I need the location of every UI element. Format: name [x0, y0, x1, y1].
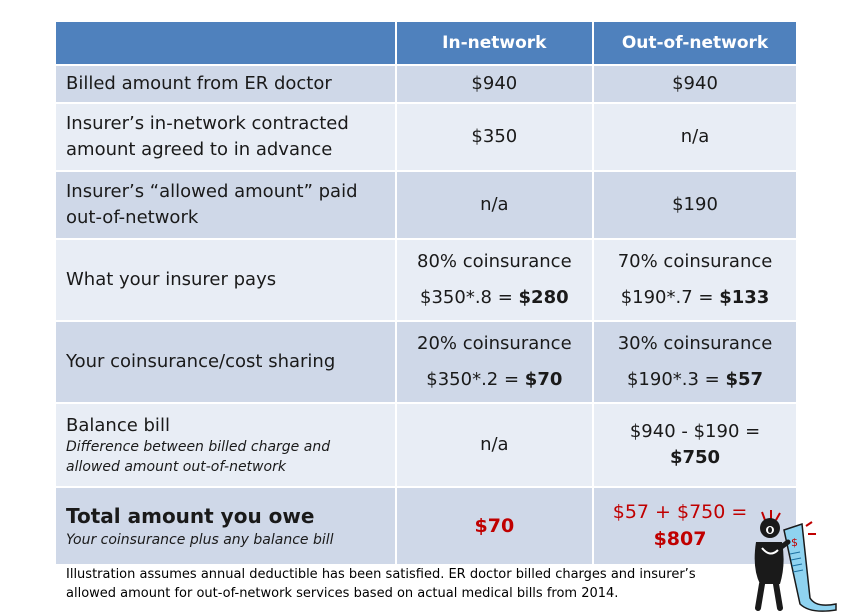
- row-contracted-amount: [55, 103, 797, 171]
- row-label: Billed amount from ER doctor: [55, 65, 396, 103]
- cost-comparison-table: [54, 20, 798, 566]
- coinsurance-rate: 70% coinsurance: [617, 251, 773, 273]
- calculation-result: $750: [669, 447, 721, 468]
- row-insurer-pays: [55, 239, 797, 321]
- coinsurance-rate: 30% coinsurance: [617, 333, 773, 355]
- row-label: Insurer’s “allowed amount” paid out-of-network: [55, 171, 396, 239]
- total-out-of-network: $807: [653, 528, 707, 550]
- out-of-network-value: $940: [593, 65, 797, 103]
- header-in-network: In-network: [396, 21, 593, 65]
- shocked-person-with-long-bill-icon: [740, 508, 840, 614]
- row-subtitle: Your coinsurance plus any balance bill: [66, 531, 334, 548]
- row-balance-bill: [55, 403, 797, 487]
- bill-dollar-sign: $: [791, 536, 798, 549]
- out-of-network-value: [593, 321, 797, 403]
- row-billed-amount: [55, 65, 797, 103]
- row-total-owed: [55, 487, 797, 565]
- coinsurance-rate: 20% coinsurance: [417, 333, 572, 355]
- header-blank: [55, 21, 396, 65]
- in-network-value: [396, 487, 593, 565]
- calculation: $190*.3 = $57: [626, 369, 764, 390]
- row-label: Your coinsurance/cost sharing: [55, 321, 396, 403]
- row-label: What your insurer pays: [55, 239, 396, 321]
- in-network-value: $940: [396, 65, 593, 103]
- row-allowed-amount: [55, 171, 797, 239]
- calculation-result: $70: [524, 369, 563, 390]
- in-network-value: n/a: [396, 403, 593, 487]
- coinsurance-rate: 80% coinsurance: [417, 251, 572, 273]
- in-network-value: n/a: [396, 171, 593, 239]
- out-of-network-value: $940 - $190 = $750: [593, 403, 797, 487]
- calculation: $350*.8 = $280: [420, 287, 569, 308]
- footnote: Illustration assumes annual deductible has been satisfied. ER doctor billed charges and insurer’s allowed amount for out-of-network services based on actual medical bills from 2014.: [66, 567, 696, 601]
- in-network-value: [396, 239, 593, 321]
- calculation-result: $280: [518, 287, 569, 308]
- header-out-of-network: Out-of-network: [593, 21, 797, 65]
- out-of-network-value: [593, 239, 797, 321]
- total-out-calc: $57 + $750 =: [612, 501, 748, 524]
- header-row: [55, 21, 797, 65]
- calculation-result: $133: [719, 287, 770, 308]
- calculation-result: $57: [725, 369, 764, 390]
- calculation: $190*.7 = $133: [620, 287, 770, 308]
- in-network-value: [396, 321, 593, 403]
- out-of-network-value: $190: [593, 171, 797, 239]
- row-label: Insurer’s in-network contracted amount agreed to in advance: [55, 103, 396, 171]
- row-subtitle: Difference between billed charge and allowed amount out-of-network: [66, 439, 331, 475]
- row-label: [55, 487, 396, 565]
- calculation: $350*.2 = $70: [426, 369, 563, 390]
- total-in-network: $70: [474, 514, 515, 537]
- out-of-network-value: n/a: [593, 103, 797, 171]
- row-title: Total amount you owe: [66, 504, 315, 529]
- row-title: Balance bill: [66, 414, 170, 436]
- row-your-coinsurance: [55, 321, 797, 403]
- in-network-value: $350: [396, 103, 593, 171]
- row-label: [55, 403, 396, 487]
